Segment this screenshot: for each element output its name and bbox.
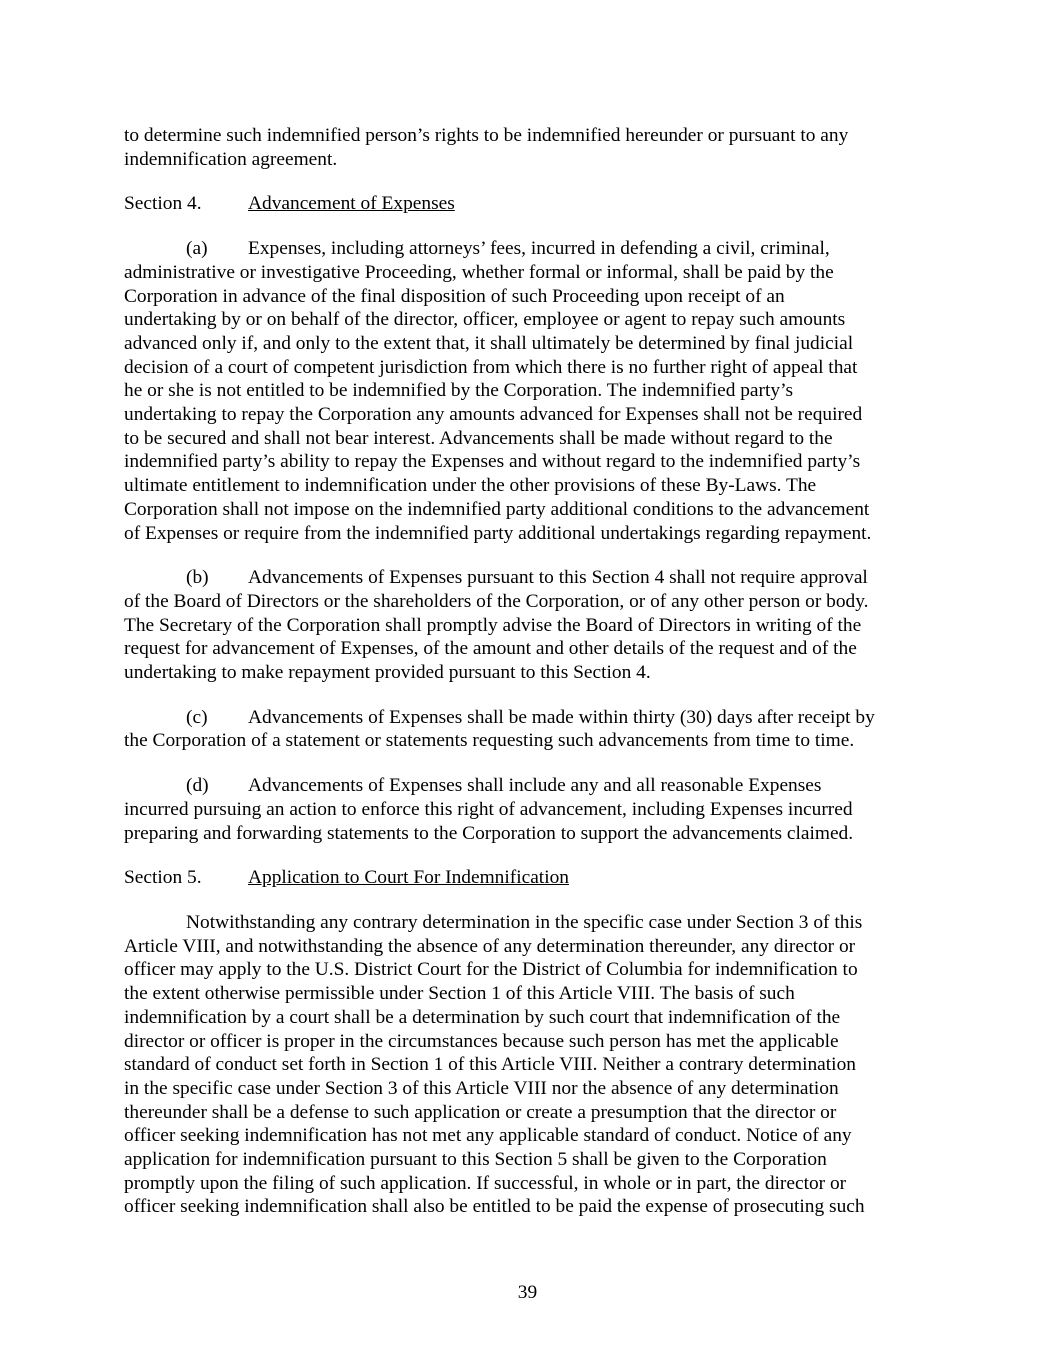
text-line: undertaking to make repayment provided pursuant to this Section 4. [124,662,651,684]
text-line: thereunder shall be a defense to such application or create a presumption that the director or [124,1101,837,1123]
text-line: undertaking to repay the Corporation any amounts advanced for Expenses shall not be required [124,404,863,426]
section-4-paragraph-d [124,774,924,845]
text-line: officer seeking indemnification has not met any applicable standard of conduct. Notice of any [124,1125,852,1147]
section-4-number: Section 4. [124,193,202,215]
text-line: Corporation in advance of the final disposition of such Proceeding upon receipt of an [124,285,785,307]
section-4-paragraph-a [124,237,924,545]
text-line: preparing and forwarding statements to the Corporation to support the advancements claimed. [124,822,854,844]
text-line: incurred pursuing an action to enforce this right of advancement, including Expenses incurred [124,798,853,820]
document-page [124,124,924,1240]
text-line: Notwithstanding any contrary determination in the specific case under Section 3 of this [186,911,863,933]
text-line: in the specific case under Section 3 of this Article VIII nor the absence of any determination [124,1077,839,1099]
section-5-number: Section 5. [124,867,202,889]
text-line: administrative or investigative Proceeding, whether formal or informal, shall be paid by the [124,261,834,283]
paragraph-c-label: (c) [186,706,208,728]
text-line: of Expenses or require from the indemnified party additional undertakings regarding repayment. [124,522,872,544]
text-line: Expenses, including attorneys’ fees, incurred in defending a civil, criminal, [248,238,830,260]
text-line: director or officer is proper in the circumstances because such person has met the applicable [124,1030,839,1052]
text-line: indemnified party’s ability to repay the Expenses and without regard to the indemnified party’s [124,451,861,473]
text-line: Advancements of Expenses shall be made within thirty (30) days after receipt by [248,706,875,728]
paragraph-d-first-line [124,774,924,798]
text-line: application for indemnification pursuant to this Section 5 shall be given to the Corporation [124,1149,827,1171]
text-line: of the Board of Directors or the shareholders of the Corporation, or of any other person or body. [124,590,869,612]
section-5-title: Application to Court For Indemnification [248,867,569,889]
text-line: officer may apply to the U.S. District Court for the District of Columbia for indemnification to [124,959,858,981]
section-4-heading [124,192,924,216]
text-line: decision of a court of competent jurisdiction from which there is no further right of appeal that [124,356,858,378]
text-line: he or she is not entitled to be indemnified by the Corporation. The indemnified party’s [124,380,794,402]
text-line: The Secretary of the Corporation shall promptly advise the Board of Directors in writing of the [124,614,862,636]
paragraph-a-first-line [124,237,924,261]
text-line: Article VIII, and notwithstanding the absence of any determination thereunder, any director or [124,935,856,957]
text-line: the extent otherwise permissible under Section 1 of this Article VIII. The basis of such [124,983,795,1005]
text-line: to be secured and shall not bear interest. Advancements shall be made without regard to the [124,427,833,449]
text-line: Corporation shall not impose on the indemnified party additional conditions to the advancement [124,498,870,520]
text-line: to determine such indemnified person’s rights to be indemnified hereunder or pursuant to any [124,125,849,146]
section-5-paragraph [124,911,924,1219]
section-4-paragraph-c [124,706,924,753]
page-number: 39 [517,1282,538,1303]
text-line: Advancements of Expenses shall include any and all reasonable Expenses [248,775,822,797]
section-4-paragraph-b [124,566,924,685]
text-line: the Corporation of a statement or statements requesting such advancements from time to time. [124,730,855,752]
section-4-title: Advancement of Expenses [248,193,455,215]
intro-paragraph [124,124,924,171]
text-line: request for advancement of Expenses, of the amount and other details of the request and of the [124,638,857,660]
section-5-heading [124,866,924,890]
paragraph-b-label: (b) [186,567,209,589]
text-line: advanced only if, and only to the extent that, it shall ultimately be determined by final judicial [124,332,854,354]
text-line: undertaking by or on behalf of the director, officer, employee or agent to repay such amounts [124,309,846,331]
text-line: officer seeking indemnification shall also be entitled to be paid the expense of prosecuting such [124,1196,865,1218]
paragraph-c-first-line [124,706,924,730]
text-line: indemnification agreement. [124,148,338,170]
paragraph-a-label: (a) [186,238,208,260]
paragraph-b-first-line [124,566,924,590]
paragraph-d-label: (d) [186,775,209,797]
text-line: indemnification by a court shall be a determination by such court that indemnification of the [124,1006,841,1028]
text-line: standard of conduct set forth in Section 1 of this Article VIII. Neither a contrary determination [124,1054,856,1076]
text-line: Advancements of Expenses pursuant to this Section 4 shall not require approval [248,567,868,589]
text-line: ultimate entitlement to indemnification under the other provisions of these By-Laws. The [124,475,817,497]
text-line: promptly upon the filing of such application. If successful, in whole or in part, the director or [124,1172,847,1194]
